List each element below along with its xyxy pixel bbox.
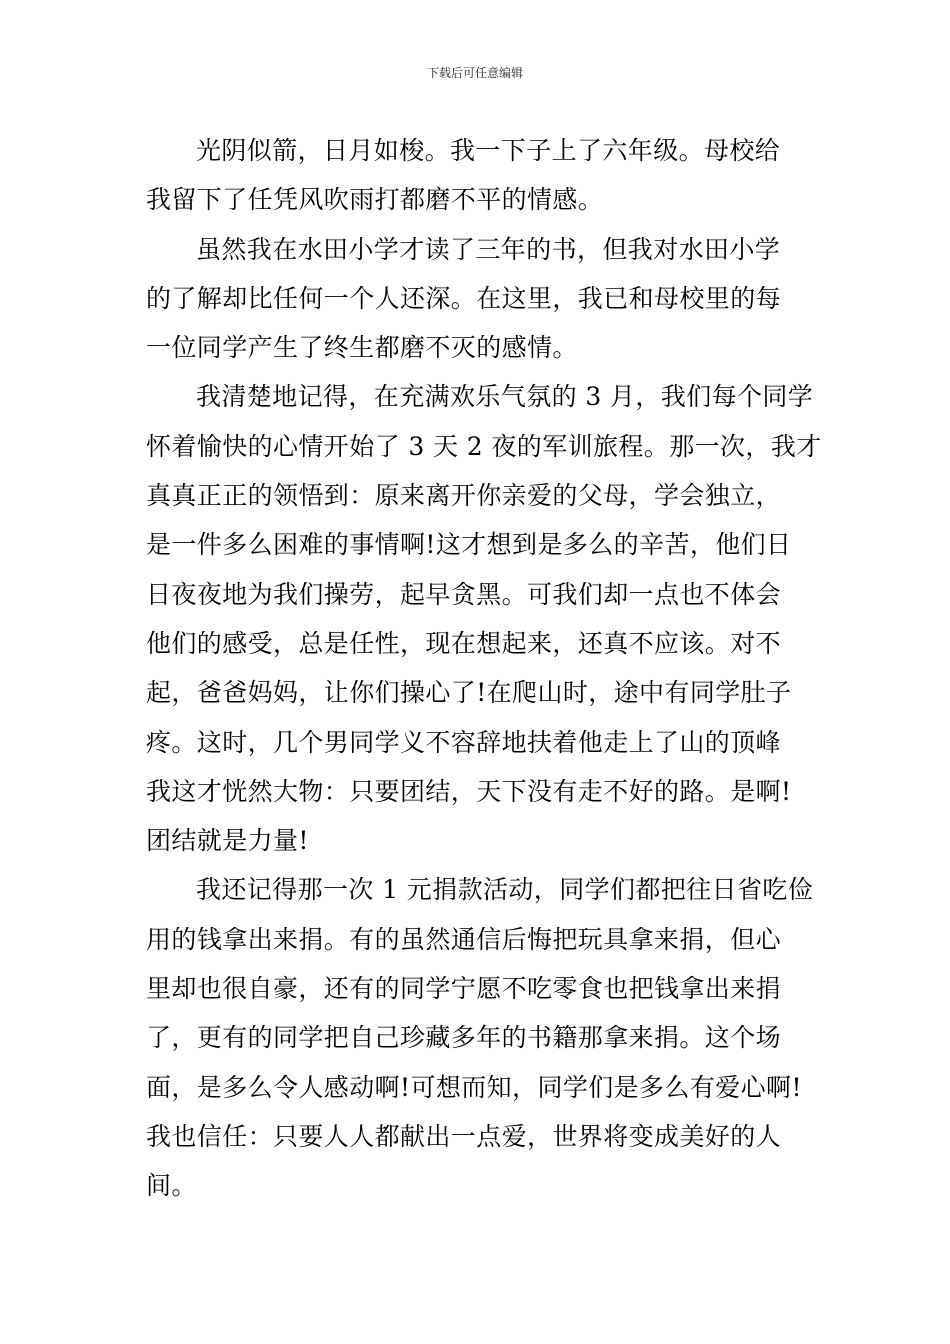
text-line: 怀着愉快的心情开始了 3 天 2 夜的军训旅程。那一次，我才: [146, 431, 822, 461]
text-line: 起，爸爸妈妈，让你们操心了!在爬山时，途中有同学肚子: [146, 678, 792, 708]
text-line: 团结就是力量!: [146, 826, 309, 856]
text-line: 里却也很自豪，还有的同学宁愿不吃零食也把钱拿出来捐: [146, 974, 782, 1004]
text-line: 日夜夜地为我们操劳，起早贪黑。可我们却一点也不体会: [146, 579, 782, 609]
text-line: 我也信任：只要人人都献出一点爱，世界将变成美好的人: [146, 1121, 782, 1151]
text-line: 我这才恍然大物：只要团结，天下没有走不好的路。是啊!: [146, 776, 792, 806]
text-line: 用的钱拿出来捐。有的虽然通信后悔把玩具拿来捐，但心: [146, 924, 782, 954]
text-line: 间。: [146, 1171, 197, 1201]
paragraph-3: [146, 372, 826, 865]
text-line: 他们的感受，总是任性，现在想起来，还真不应该。对不: [146, 628, 782, 658]
text-line: 疼。这时，几个男同学义不容辞地扶着他走上了山的顶峰: [146, 727, 782, 757]
text-line: 光阴似箭，日月如梭。我一下子上了六年级。母校给: [196, 136, 781, 165]
text-line: 是一件多么困难的事情啊!这才想到是多么的辛苦，他们日: [146, 530, 792, 560]
text-line: 面，是多么令人感动啊!可想而知，同学们是多么有爱心啊!: [146, 1072, 802, 1102]
text-line: 真真正正的领悟到：原来离开你亲爱的父母，学会独立，: [146, 481, 782, 511]
text-line: 我清楚地记得，在充满欢乐气氛的 3 月，我们每个同学: [196, 382, 814, 412]
paragraph-4: [146, 865, 826, 1210]
text-line: 了，更有的同学把自己珍藏多年的书籍那拿来捐。这个场: [146, 1023, 782, 1053]
text-line: 的了解却比任何一个人还深。在这里，我已和母校里的每: [146, 283, 782, 313]
paragraph-2: [146, 225, 826, 373]
text-line: 一位同学产生了终生都磨不灭的感情。: [146, 333, 578, 363]
document-body: [146, 126, 826, 1211]
page-header: 下载后可任意编辑: [426, 66, 523, 80]
text-line: 我留下了任凭风吹雨打都磨不平的情感。: [146, 185, 604, 215]
text-line: 我还记得那一次 1 元捐款活动，同学们都把往日省吃俭: [196, 875, 814, 905]
text-line: 虽然我在水田小学才读了三年的书，但我对水田小学: [196, 234, 781, 264]
paragraph-1: [146, 126, 826, 225]
